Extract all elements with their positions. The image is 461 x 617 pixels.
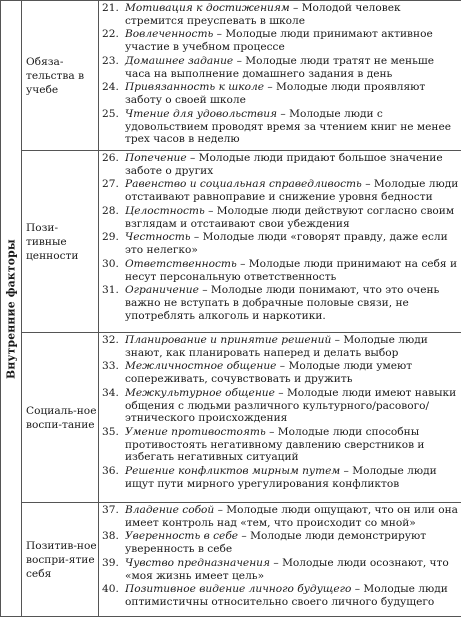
item-term: Попечение — [125, 152, 187, 164]
group-row — [1, 151, 461, 333]
item-description: – Молодые люди «говорят правду, даже если это нелегко» — [125, 231, 448, 257]
item-number: 38. — [102, 530, 119, 543]
item-number: 23. — [102, 54, 119, 67]
group-row — [1, 1, 461, 151]
items-cell — [99, 1, 461, 151]
item-number: 30. — [102, 257, 119, 270]
item-term: Позитивное видение личного будущего — [125, 583, 352, 596]
list-item — [102, 205, 461, 230]
list-item — [102, 530, 461, 555]
item-term: Равенство и социальная справедливость — [125, 178, 362, 191]
list-item — [102, 81, 461, 106]
category-cell — [22, 333, 99, 503]
list-item — [102, 583, 461, 608]
item-number: 22. — [102, 28, 119, 41]
item-description: – Молодые люди придают большое значение заботе о других — [125, 152, 443, 177]
category-label: Позитив-ное воспри-ятие себя — [26, 539, 97, 580]
item-term: Привязанность к школе — [125, 81, 265, 94]
items-cell — [99, 333, 461, 503]
list-item — [102, 152, 461, 177]
side-label: Внутренние факторы — [4, 238, 18, 379]
list-item — [102, 178, 461, 203]
item-number: 26. — [102, 152, 119, 164]
item-term: Домашнее задание — [125, 54, 234, 67]
item-number: 29. — [102, 231, 119, 244]
item-number: 40. — [102, 583, 119, 596]
group-row — [1, 333, 461, 503]
item-term: Владение собой — [125, 504, 215, 516]
list-item — [102, 334, 461, 359]
item-term: Ограничение — [125, 284, 199, 297]
item-number: 27. — [102, 178, 119, 191]
item-number: 24. — [102, 81, 119, 94]
items-cell — [99, 151, 461, 333]
list-item — [102, 28, 461, 53]
category-cell — [22, 1, 99, 151]
item-term: Межличностное общение — [125, 360, 277, 373]
item-description: – Молодые люди ощущают, что он или она имеет контроль над «тем, что происходит со мной» — [125, 504, 458, 529]
category-label: Обяза-тельства в учебе — [26, 55, 85, 96]
item-term: Межкультурное общение — [125, 386, 275, 399]
item-description: – Молодые люди способны противостоять негативному давлению сверстников и избегать негативных ситуаций — [125, 426, 425, 464]
list-item — [102, 387, 461, 425]
item-number: 33. — [102, 360, 119, 373]
item-number: 32. — [102, 334, 119, 346]
item-description: – Молодой человек стремится преуспевать в школе — [125, 2, 401, 27]
list-item — [102, 360, 461, 385]
item-term: Планирование и принятие решений — [125, 334, 332, 346]
item-number: 21. — [102, 2, 119, 14]
item-description: – Молодые люди понимают, что это очень важно не вступать в добрачные половые связи, не употреблять алкоголь и наркотики. — [125, 284, 440, 322]
item-term: Честность — [125, 231, 191, 244]
category-label: Пози-тивные ценности — [26, 221, 79, 262]
list-item — [102, 231, 461, 256]
category-cell — [22, 503, 99, 617]
items-cell — [99, 503, 461, 617]
item-description: – Молодые люди знают, как планировать наперед и делать выбор — [125, 334, 428, 359]
item-description: – Молодые люди действуют согласно своим взглядам и отстаивают свои убеждения — [125, 204, 455, 230]
item-description: – Молодые люди принимают активное участие в учебном процессе — [125, 28, 433, 54]
list-item — [102, 504, 461, 529]
list-item — [102, 284, 461, 322]
item-term: Ответственность — [125, 257, 237, 270]
item-term: Чтение для удовольствия — [125, 107, 278, 120]
list-item — [102, 465, 461, 490]
item-term: Мотивация к достижениям — [125, 2, 290, 14]
item-number: 28. — [102, 204, 119, 217]
item-number: 35. — [102, 426, 119, 439]
category-cell — [22, 151, 99, 333]
item-term: Уверенность в себе — [125, 530, 239, 543]
list-item — [102, 557, 461, 582]
list-item — [102, 108, 461, 146]
item-description: – Молодые люди тратят не меньше часа на выполнение домашнего задания в день — [125, 54, 434, 80]
item-description: – Молодые люди осознают, что «моя жизнь имеет цель» — [125, 556, 449, 582]
item-description: – Молодые люди с удовольствием проводят время за чтением книг не менее трех часов в неделю — [125, 107, 452, 146]
list-item — [102, 2, 461, 27]
item-description: – Молодые люди проявляют заботу о своей школе — [125, 81, 426, 107]
item-number: 25. — [102, 107, 119, 120]
item-number: 37. — [102, 504, 119, 516]
item-term: Вовлеченность — [125, 28, 214, 41]
item-number: 31. — [102, 284, 119, 297]
item-description: – Молодые люди отстаивают равноправие и снижение уровня бедности — [125, 178, 459, 204]
side-label-cell — [1, 1, 22, 617]
item-number: 39. — [102, 556, 119, 569]
item-term: Чувство предназначения — [125, 556, 271, 569]
group-row — [1, 503, 461, 617]
item-term: Целостность — [125, 204, 205, 217]
list-item — [102, 55, 461, 80]
item-number: 36. — [102, 465, 119, 478]
item-term: Решение конфликтов мирным путем — [125, 465, 341, 478]
item-description: – Молодые люди принимают на себя и несут персональную ответственность — [125, 257, 458, 283]
item-number: 34. — [102, 386, 119, 399]
list-item — [102, 426, 461, 464]
item-term: Умение противостоять — [125, 426, 266, 439]
category-label: Социаль-ное воспи-тание — [26, 404, 97, 431]
item-description: – Молодые люди ищут пути мирного урегулирования конфликтов — [125, 465, 437, 490]
item-description: – Молодые люди оптимистичны относительно своего личного будущего — [125, 583, 448, 609]
item-description: – Молодые люди демонстрируют уверенность в себе — [125, 530, 427, 556]
item-description: – Молодые люди умеют сопереживать, сочувствовать и дружить — [125, 360, 413, 386]
list-item — [102, 258, 461, 283]
item-description: – Молодые люди имеют навыки общения с людьми различного культурного/расового/этнического происхождения — [125, 386, 457, 425]
